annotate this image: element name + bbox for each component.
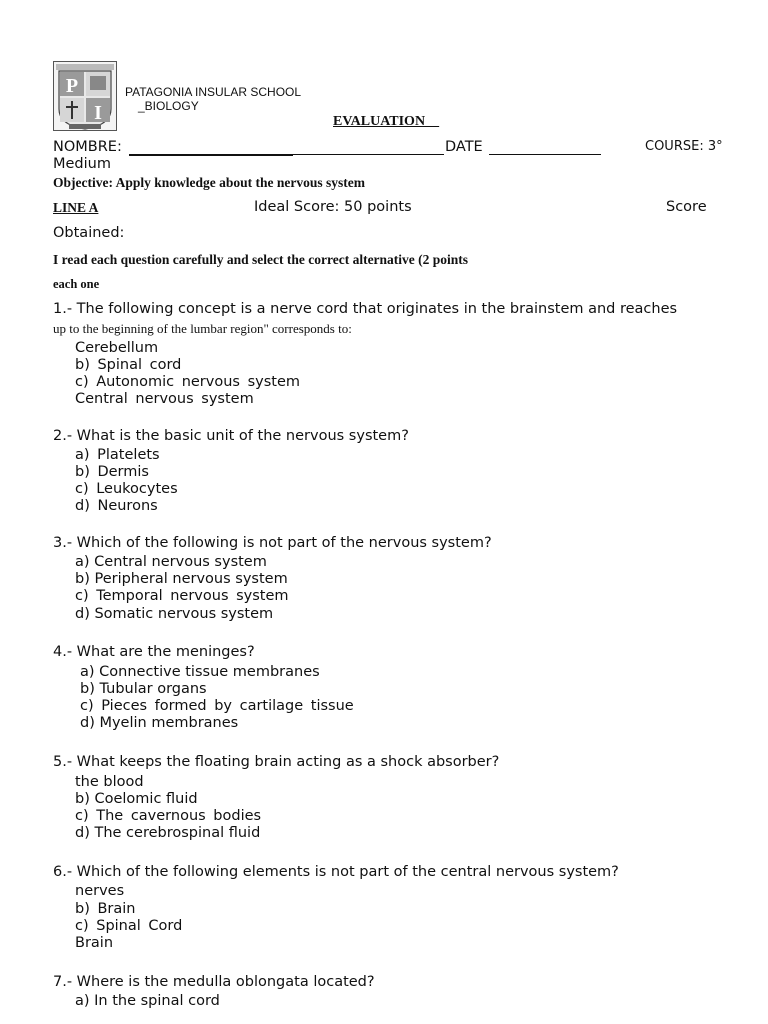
q4-option-d[interactable]: d) Myelin membranes	[80, 715, 239, 731]
question-6: 6.- Which of the following elements is not part of the central nervous system?	[53, 864, 619, 880]
q5-option-c[interactable]: c) The cavernous bodies	[75, 808, 262, 824]
score-label: Score	[666, 199, 707, 215]
objective-text: Objective: Apply knowledge about the nervous system	[53, 175, 366, 190]
q2-option-d[interactable]: d) Neurons	[75, 498, 158, 514]
date-field-line[interactable]	[489, 142, 601, 155]
question-3: 3.- Which of the following is not part of the nervous system?	[53, 535, 492, 551]
q5-option-a[interactable]: the blood	[75, 774, 144, 790]
q6-option-b[interactable]: b) Brain	[75, 901, 136, 917]
q1-option-a[interactable]: Cerebellum	[75, 340, 159, 356]
q5-option-d[interactable]: d) The cerebrospinal fluid	[75, 825, 261, 841]
q6-option-a[interactable]: nerves	[75, 883, 125, 899]
q2-option-c[interactable]: c) Leukocytes	[75, 481, 178, 497]
school-name: PATAGONIA INSULAR SCHOOL	[125, 85, 302, 99]
q4-option-c[interactable]: c) Pieces formed by cartilage tissue	[80, 698, 354, 714]
q7-option-a[interactable]: a) In the spinal cord	[75, 993, 220, 1009]
question-7: 7.- Where is the medulla oblongata located?	[53, 974, 375, 990]
obtained-label: Obtained:	[53, 225, 125, 241]
q2-option-a[interactable]: a) Platelets	[75, 447, 160, 463]
q1-option-b[interactable]: b) Spinal cord	[75, 357, 182, 373]
page-title: EVALUATION__	[333, 114, 440, 129]
question-1: 1.- The following concept is a nerve cord that originates in the brainstem and reaches	[53, 301, 678, 317]
q5-option-b[interactable]: b) Coelomic fluid	[75, 791, 198, 807]
q4-option-b[interactable]: b) Tubular organs	[80, 681, 207, 697]
school-crest-logo	[53, 61, 117, 131]
question-4: 4.- What are the meninges?	[53, 644, 255, 660]
q2-option-b[interactable]: b) Dermis	[75, 464, 149, 480]
date-label: DATE	[445, 139, 483, 155]
q3-option-a[interactable]: a) Central nervous system	[75, 554, 267, 570]
subject-name: _BIOLOGY	[138, 99, 199, 113]
name-field-line[interactable]	[129, 142, 293, 156]
svg-text:I: I	[94, 102, 102, 124]
name-field-line-extension[interactable]	[293, 142, 444, 155]
q1-option-d[interactable]: Central nervous system	[75, 391, 254, 407]
nombre-label: NOMBRE:	[53, 139, 122, 155]
instructions-line-2: each one	[53, 277, 100, 291]
svg-text:P: P	[65, 75, 79, 97]
question-1-continuation: up to the beginning of the lumbar region" corresponds to:	[53, 321, 352, 336]
question-2: 2.- What is the basic unit of the nervous system?	[53, 428, 409, 444]
ideal-score: Ideal Score: 50 points	[254, 199, 412, 215]
q6-option-c[interactable]: c) Spinal Cord	[75, 918, 183, 934]
q3-option-d[interactable]: d) Somatic nervous system	[75, 606, 274, 622]
q3-option-b[interactable]: b) Peripheral nervous system	[75, 571, 288, 587]
q4-option-a[interactable]: a) Connective tissue membranes	[80, 664, 320, 680]
q1-option-c[interactable]: c) Autonomic nervous system	[75, 374, 300, 390]
instructions-line-1: I read each question carefully and select the correct alternative (2 points	[53, 252, 469, 267]
course-label: COURSE: 3°	[645, 139, 723, 154]
q6-option-d[interactable]: Brain	[75, 935, 114, 951]
line-label: LINE A	[53, 200, 99, 215]
q3-option-c[interactable]: c) Temporal nervous system	[75, 588, 289, 604]
question-5: 5.- What keeps the floating brain acting as a shock absorber?	[53, 754, 500, 770]
course-level: Medium	[53, 156, 111, 172]
